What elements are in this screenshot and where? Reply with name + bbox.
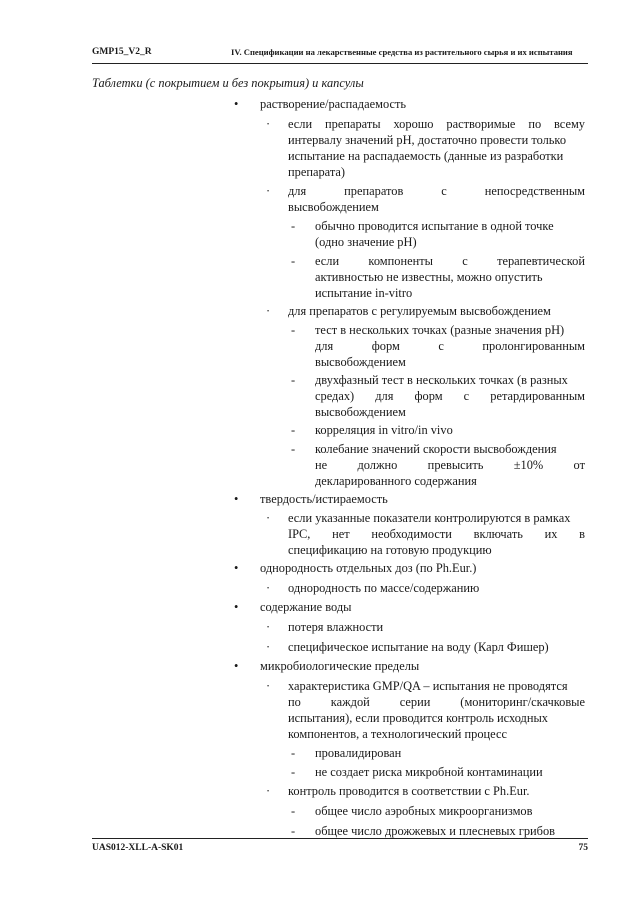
list-text-line: не создает риска микробной контаминации xyxy=(315,765,543,779)
list-text-line: контроль проводится в соответствии с Ph.Eur. xyxy=(288,784,530,798)
item-hardness: твердость/истираемость xyxy=(260,492,388,506)
list-text-line: спецификацию на готовую продукцию xyxy=(288,543,492,557)
list-text-line: декларированного содержания xyxy=(315,474,477,488)
bullet-marker: • xyxy=(234,492,239,506)
list-text-line: колебание значений скорости высвобождения xyxy=(315,442,557,456)
list-text-line: если указанные показатели контролируются в рамках xyxy=(288,511,571,525)
dot-marker: · xyxy=(266,620,271,634)
bullet-marker: • xyxy=(234,561,239,575)
list-text-line: для форм с пролонгированным xyxy=(315,339,585,353)
dash-marker: - xyxy=(291,746,296,760)
page-number: 75 xyxy=(578,843,588,853)
document-code: GMP15_V2_R xyxy=(92,47,152,57)
list-text-line: обычно проводится испытание в одной точке xyxy=(315,219,554,233)
list-text-line: высвобождением xyxy=(315,355,406,369)
list-text-line: двухфазный тест в нескольких точках (в разных xyxy=(315,373,568,387)
list-text-line: испытание in-vitro xyxy=(315,286,413,300)
list-text-line: интервалу значений pH, достаточно провести только xyxy=(288,133,567,147)
dash-marker: - xyxy=(291,254,296,268)
dash-marker: - xyxy=(291,804,296,818)
list-text-line: общее число аэробных микроорганизмов xyxy=(315,804,533,818)
list-text-line: компонентов, а технологический процесс xyxy=(288,727,507,741)
list-text-line: препарата) xyxy=(288,165,346,179)
list-text-line: для препаратов с непосредственным xyxy=(288,184,585,198)
dot-marker: · xyxy=(266,581,271,595)
list-text-line: активностью не известны, можно опустить xyxy=(315,270,543,284)
list-text-line: испытание на распадаемость (данные из разработки xyxy=(288,149,564,163)
item-microbiological-limits: микробиологические пределы xyxy=(260,659,420,673)
dot-marker: · xyxy=(266,511,271,525)
list-text-line: корреляция in vitro/in vivo xyxy=(315,423,453,437)
list-text-line: тест в нескольких точках (разные значения pH) xyxy=(315,323,565,337)
list-text-line: общее число дрожжевых и плесневых грибов xyxy=(315,824,555,838)
dash-marker: - xyxy=(291,219,296,233)
list-text-line: (одно значение pH) xyxy=(315,235,417,249)
list-text-line: средах) для форм с ретардированным xyxy=(315,389,585,403)
dot-marker: · xyxy=(266,304,271,318)
list-text-line: высвобождением xyxy=(288,200,379,214)
list-text-line: однородность по массе/содержанию xyxy=(288,581,480,595)
header-rule xyxy=(92,63,588,64)
dot-marker: · xyxy=(266,784,271,798)
dot-marker: · xyxy=(266,117,271,131)
dash-marker: - xyxy=(291,824,296,838)
footer-rule xyxy=(92,838,588,839)
dash-marker: - xyxy=(291,442,296,456)
item-water-content: содержание воды xyxy=(260,600,352,614)
item-dose-uniformity: однородность отдельных доз (по Ph.Eur.) xyxy=(260,561,477,575)
list-text-line: по каждой серии (мониторинг/скачковые xyxy=(288,695,585,709)
dot-marker: · xyxy=(266,679,271,693)
list-text-line: потеря влажности xyxy=(288,620,384,634)
list-text-line: провалидирован xyxy=(315,746,402,760)
bullet-marker: • xyxy=(234,600,239,614)
chapter-title: IV. Спецификации на лекарственные средства из растительного сырья и их испытания xyxy=(231,47,573,57)
bullet-marker: • xyxy=(234,97,239,111)
dash-marker: - xyxy=(291,323,296,337)
dash-marker: - xyxy=(291,373,296,387)
document-id: UAS012-XLL-A-SK01 xyxy=(92,843,184,853)
dot-marker: · xyxy=(266,184,271,198)
section-subtitle: Таблетки (с покрытием и без покрытия) и капсулы xyxy=(92,76,364,90)
list-text-line: характеристика GMP/QA – испытания не проводятся xyxy=(288,679,568,693)
dot-marker: · xyxy=(266,640,271,654)
list-text-line: высвобождением xyxy=(315,405,406,419)
dash-marker: - xyxy=(291,423,296,437)
list-text-line: если компоненты с терапевтической xyxy=(315,254,585,268)
bullet-marker: • xyxy=(234,659,239,673)
list-text-line: испытания), если проводится контроль исходных xyxy=(288,711,549,725)
list-text-line: IPC, нет необходимости включать их в xyxy=(288,527,585,541)
list-text-line: не должно превысить ±10% от xyxy=(315,458,585,472)
list-text-line: для препаратов с регулируемым высвобождением xyxy=(288,304,551,318)
list-text-line: если препараты хорошо растворимые по всему xyxy=(288,117,585,131)
item-dissolution: растворение/распадаемость xyxy=(260,97,407,111)
dash-marker: - xyxy=(291,765,296,779)
list-text-line: специфическое испытание на воду (Карл Фишер) xyxy=(288,640,549,654)
page-header xyxy=(92,47,588,62)
